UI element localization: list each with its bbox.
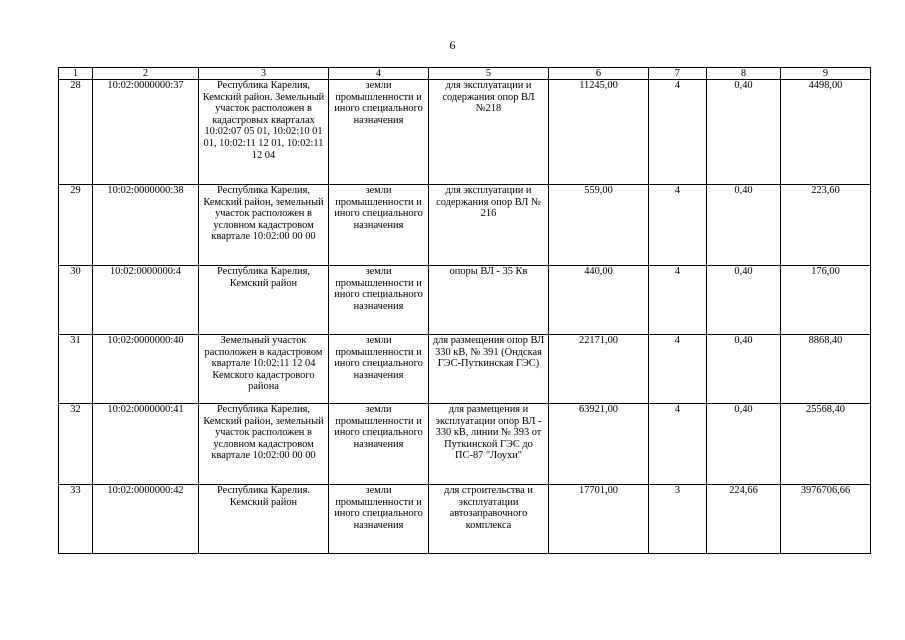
row-number-cell: 32 [59,404,93,485]
row-number-cell: 28 [59,80,93,185]
cadastral-number-cell: 10:02:0000000:40 [93,335,199,404]
header-cell: 8 [707,68,781,80]
header-row [59,68,871,80]
cadastral-number-cell: 10:02:0000000:38 [93,185,199,266]
location-cell: Земельный участок расположен в кадастровом квартале 10:02:11 12 04 Кемского кадастрового района [199,335,329,404]
area-cell: 63921,00 [549,404,649,485]
header-cell: 5 [429,68,549,80]
table-row [59,80,871,185]
cadastral-number-cell: 10:02:0000000:42 [93,485,199,554]
permitted-use-cell: для размещения и эксплуатации опор ВЛ - 330 кВ, линии № 393 от Путкинской ГЭС до ПС-87 "Лоухи" [429,404,549,485]
column-9-cell: 176,00 [781,266,871,335]
header-cell: 9 [781,68,871,80]
column-8-cell: 224,66 [707,485,781,554]
land-category-cell: земли промышленности и иного специального назначения [329,485,429,554]
column-7-cell: 4 [649,335,707,404]
column-8-cell: 0,40 [707,80,781,185]
area-cell: 559,00 [549,185,649,266]
column-9-cell: 223,60 [781,185,871,266]
area-cell: 11245,00 [549,80,649,185]
column-8-cell: 0,40 [707,266,781,335]
column-7-cell: 4 [649,404,707,485]
location-cell: Республика Карелия, Кемский район [199,266,329,335]
column-8-cell: 0,40 [707,185,781,266]
land-category-cell: земли промышленности и иного специального назначения [329,185,429,266]
column-8-cell: 0,40 [707,404,781,485]
land-plots-table [58,67,871,554]
column-9-cell: 4498,00 [781,80,871,185]
column-9-cell: 25568,40 [781,404,871,485]
area-cell: 17701,00 [549,485,649,554]
column-9-cell: 3976706,66 [781,485,871,554]
column-9-cell: 8868,40 [781,335,871,404]
location-cell: Республика Карелия. Кемский район [199,485,329,554]
page-number: 6 [449,38,456,52]
location-cell: Республика Карелия, Кемский район, земельный участок расположен в условном кадастровом квартале 10:02:00 00 00 [199,404,329,485]
land-category-cell: земли промышленности и иного специального назначения [329,266,429,335]
header-cell: 4 [329,68,429,80]
table-row [59,266,871,335]
row-number-cell: 33 [59,485,93,554]
area-cell: 440,00 [549,266,649,335]
column-8-cell: 0,40 [707,335,781,404]
cadastral-number-cell: 10:02:0000000:4 [93,266,199,335]
column-7-cell: 4 [649,80,707,185]
column-7-cell: 4 [649,266,707,335]
land-category-cell: земли промышленности и иного специального назначения [329,80,429,185]
header-cell: 3 [199,68,329,80]
table-row [59,185,871,266]
permitted-use-cell: опоры ВЛ - 35 Кв [429,266,549,335]
row-number-cell: 31 [59,335,93,404]
cadastral-number-cell: 10:02:0000000:37 [93,80,199,185]
table-row [59,404,871,485]
permitted-use-cell: для эксплуатации и содержания опор ВЛ №218 [429,80,549,185]
row-number-cell: 29 [59,185,93,266]
header-cell: 6 [549,68,649,80]
area-cell: 22171,00 [549,335,649,404]
row-number-cell: 30 [59,266,93,335]
permitted-use-cell: для строительства и эксплуатации автозаправочного комплекса [429,485,549,554]
column-7-cell: 3 [649,485,707,554]
table-row [59,485,871,554]
location-cell: Республика Карелия, Кемский район, земельный участок расположен в условном кадастровом квартале 10:02:00 00 00 [199,185,329,266]
cadastral-number-cell: 10:02:0000000:41 [93,404,199,485]
permitted-use-cell: для эксплуатации и содержания опор ВЛ № 216 [429,185,549,266]
location-cell: Республика Карелия, Кемский район. Земельный участок расположен в кадастровых кварталах 10:02:07 05 01, 10:02:10 01 01, 10:02:11 12 01, 10:02:11 12 04 [199,80,329,185]
permitted-use-cell: для размещения опор ВЛ 330 кВ, № 391 (Ондская ГЭС-Путкинская ГЭС) [429,335,549,404]
land-category-cell: земли промышленности и иного специального назначения [329,404,429,485]
table-row [59,335,871,404]
header-cell: 2 [93,68,199,80]
header-cell: 1 [59,68,93,80]
header-cell: 7 [649,68,707,80]
column-7-cell: 4 [649,185,707,266]
land-category-cell: земли промышленности и иного специального назначения [329,335,429,404]
